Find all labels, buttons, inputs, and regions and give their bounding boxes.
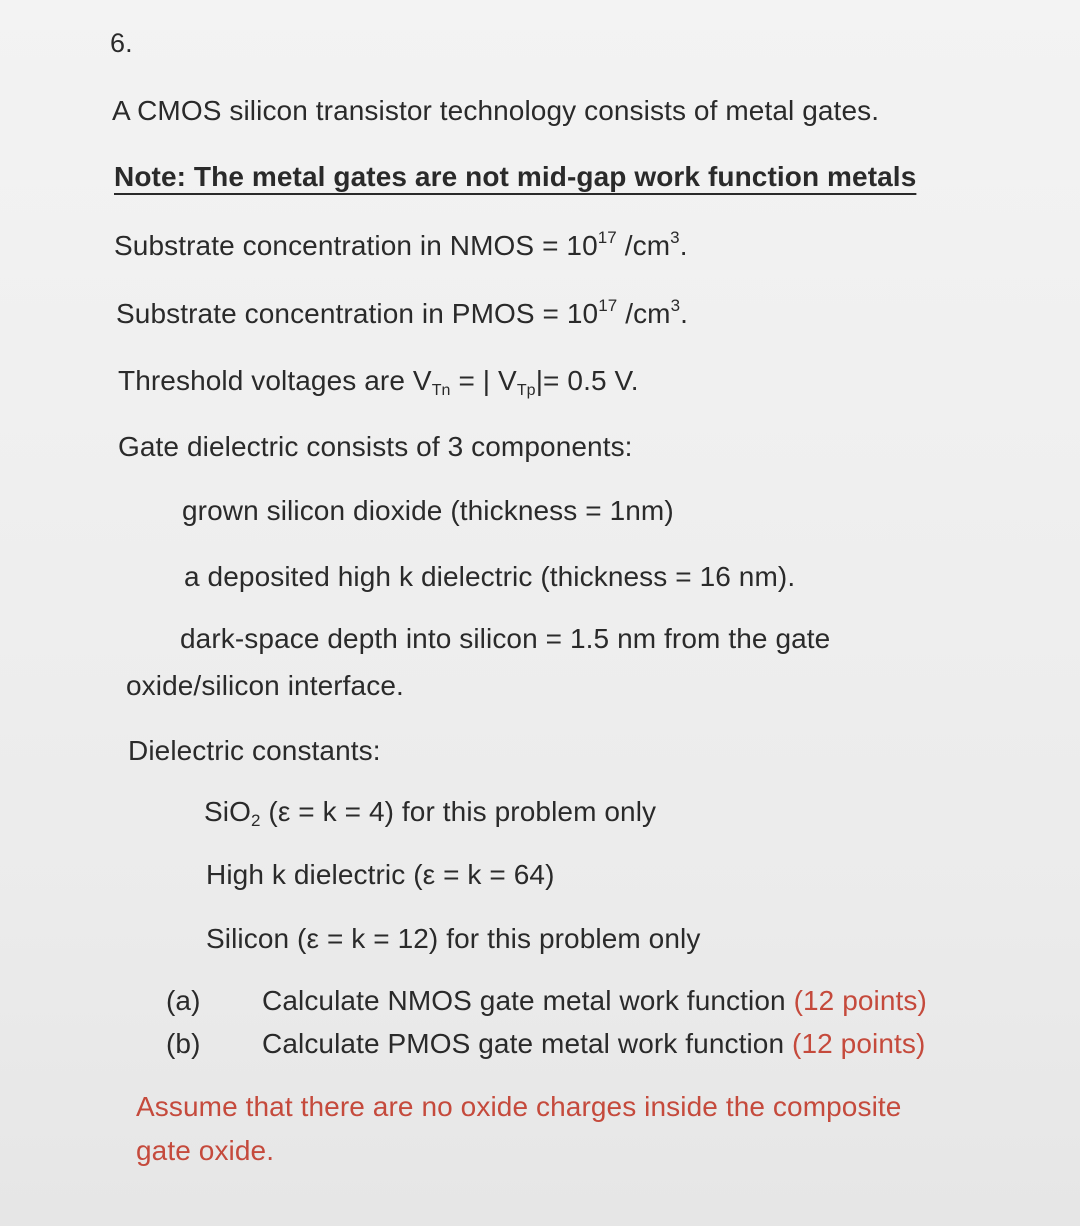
threshold-voltages xyxy=(118,364,639,398)
pmos-label: Substrate concentration in PMOS = 10 xyxy=(116,298,599,329)
component-dark-space-continued: oxide/silicon interface. xyxy=(126,670,404,701)
pmos-unit: /cm xyxy=(617,298,671,329)
question-a-points: (12 points) xyxy=(793,985,927,1016)
threshold-mid: = | V xyxy=(450,365,517,396)
intro-text: A CMOS silicon transistor technology consists of metal gates. xyxy=(112,95,880,126)
question-b-points: (12 points) xyxy=(792,1028,926,1059)
constant-high-k: High k dielectric (ε = k = 64) xyxy=(206,859,555,890)
nmos-concentration xyxy=(114,229,688,263)
nmos-exponent: 17 xyxy=(597,228,617,247)
constant-silicon: Silicon (ε = k = 12) for this problem only xyxy=(206,923,701,954)
component-high-k: a deposited high k dielectric (thickness = 16 nm). xyxy=(184,561,796,592)
nmos-label: Substrate concentration in NMOS = 10 xyxy=(114,230,598,261)
pmos-exponent: 17 xyxy=(598,296,618,315)
question-b-text xyxy=(262,1027,925,1061)
threshold-suffix: |= 0.5 V. xyxy=(535,365,639,396)
question-b-letter: (b) xyxy=(166,1028,201,1059)
question-b-body: Calculate PMOS gate metal work function xyxy=(262,1028,793,1059)
constant-sio2 xyxy=(204,795,656,829)
pmos-unit-exponent: 3 xyxy=(670,296,681,315)
gate-dielectric-heading: Gate dielectric consists of 3 components: xyxy=(118,431,633,462)
component-grown-oxide: grown silicon dioxide (thickness = 1nm) xyxy=(182,495,674,526)
assumption-line-1: Assume that there are no oxide charges inside the composite xyxy=(136,1091,902,1122)
pmos-end: . xyxy=(680,298,689,329)
threshold-prefix: Threshold voltages are V xyxy=(118,365,432,396)
nmos-unit-exponent: 3 xyxy=(670,228,680,247)
problem-number: 6. xyxy=(110,28,133,58)
question-a-body: Calculate NMOS gate metal work function xyxy=(262,985,794,1016)
sio2-subscript: 2 xyxy=(250,811,261,830)
question-a-letter: (a) xyxy=(166,985,201,1016)
dielectric-constants-heading: Dielectric constants: xyxy=(128,735,381,766)
sio2-prefix: SiO xyxy=(204,796,251,827)
note-text: Note: The metal gates are not mid-gap work function metals xyxy=(114,161,917,192)
threshold-sub-p: Tp xyxy=(516,382,536,399)
threshold-sub-n: Tn xyxy=(431,382,451,399)
component-dark-space: dark-space depth into silicon = 1.5 nm from the gate xyxy=(180,623,831,654)
question-a-text xyxy=(262,984,927,1018)
sio2-rest: (ε = k = 4) for this problem only xyxy=(260,796,657,827)
nmos-unit: /cm xyxy=(616,230,671,261)
nmos-end: . xyxy=(679,230,688,261)
pmos-concentration xyxy=(116,297,688,331)
assumption-line-2: gate oxide. xyxy=(136,1135,275,1166)
